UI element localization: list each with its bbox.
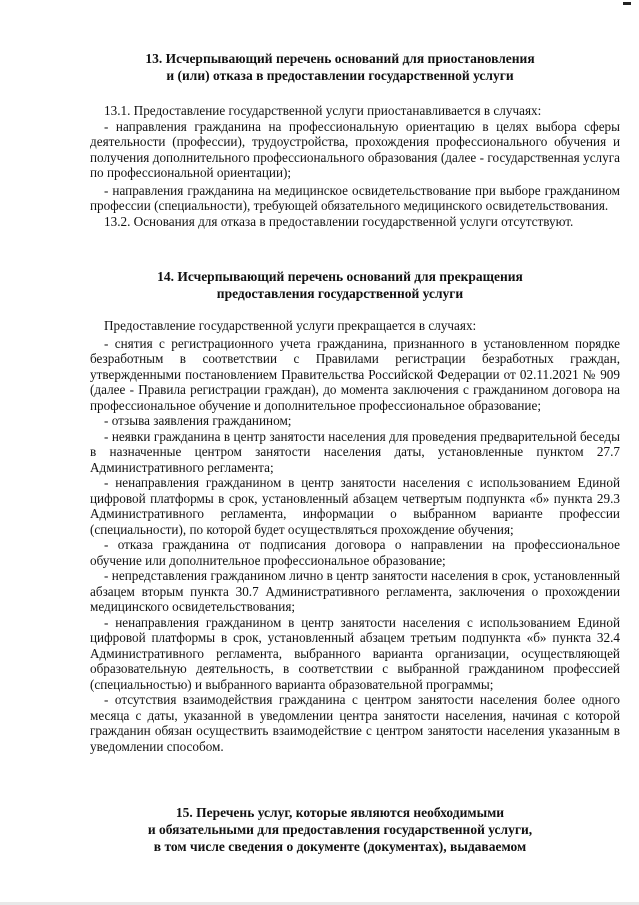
section-15-title-line1: 15. Перечень услуг, которые являются необходимыми [175, 805, 505, 820]
section-14-item: - ненаправления гражданином в центр занятости населения с использованием Единой цифровой платформы в срок, установленный абзацем третьим подпункта «б» пункта 32.4 Административного регламента, выбранного варианта организации, осуществляющей образовательную деятельность, в соответствии с выбранной гражданином профессией (специальностью) и выбранного варианта образовательной программы; [90, 614, 620, 692]
section-13-title [60, 50, 620, 84]
section-14-item: - отсутствия взаимодействия гражданина с центром занятости населения более одного месяца с даты, указанной в уведомлении центра занятости населения, начиная с которой гражданин обязан осуществить взаимодействие с центром занятости населения указанным в уведомлении способом. [90, 692, 620, 754]
section-14-item: - снятия с регистрационного учета гражданина, признанного в установленном порядке безработным в соответствии с Правилами регистрации безработных граждан, утвержденными постановлением Правительства Российской Федерации от 02.11.2021 № 909 (далее - Правила регистрации граждан), до момента заключения с гражданином договора на профессиональное обучение и дополнительное профессиональное образование; [90, 335, 620, 413]
section-14-item: - отказа гражданина от подписания договора о направлении на профессиональное обучение или дополнительное профессиональное образование; [90, 537, 620, 568]
section-14-intro: Предоставление государственной услуги прекращается в случаях: [104, 318, 477, 333]
section-14-body [90, 318, 620, 754]
section-14-title-line2: предоставления государственной услуги [216, 286, 464, 301]
section-13-1-intro: 13.1. Предоставление государственной услуги приостанавливается в случаях: [104, 103, 542, 118]
section-14-title [60, 268, 620, 302]
section-13-body [90, 103, 620, 229]
scan-artifact [623, 2, 631, 5]
section-13-title-line2: и (или) отказа в предоставлении государственной услуги [166, 68, 514, 83]
section-14-item: - непредставления гражданином лично в центр занятости населения в срок, установленный абзацем вторым пункта 30.7 Административного регламента, заключения о прохождении медицинского освидетельствования; [90, 568, 620, 614]
section-15-title-line3: в том числе сведения о документе (документах), выдаваемом [153, 839, 527, 854]
section-13-title-line1: 13. Исчерпывающий перечень оснований для приостановления [145, 51, 535, 66]
section-13-1-item: - направления гражданина на профессиональную ориентацию в целях выбора сферы деятельности (профессии), трудоустройства, прохождения профессионального обучения и получения дополнительного профессионального образования (далее - государственная услуга по профессиональной ориентации); [90, 118, 620, 180]
section-13-2: 13.2. Основания для отказа в предоставлении государственной услуги отсутствуют. [104, 213, 574, 229]
section-15-title [60, 804, 620, 855]
section-14-item: - ненаправления гражданином в центр занятости населения с использованием Единой цифровой платформы в срок, установленный абзацем четвертым подпункта «б» пункта 29.3 Административного регламента, информации о выбранном варианте профессии (специальности), по которой будет осуществляться прохождение обучения; [90, 475, 620, 537]
section-14-item: - неявки гражданина в центр занятости населения для проведения предварительной беседы в назначенные центром занятости населения даты, установленные пунктом 27.7 Административного регламента; [90, 428, 620, 475]
section-14-title-line1: 14. Исчерпывающий перечень оснований для прекращения [157, 269, 523, 284]
section-14-item: - отзыва заявления гражданином; [104, 413, 292, 428]
section-15-title-line2: и обязательными для предоставления государственной услуги, [147, 822, 533, 837]
section-13-1-item: - направления гражданина на медицинское освидетельствование при выборе гражданином профессии (специальности), требующей обязательного медицинского освидетельствования. [90, 182, 620, 213]
